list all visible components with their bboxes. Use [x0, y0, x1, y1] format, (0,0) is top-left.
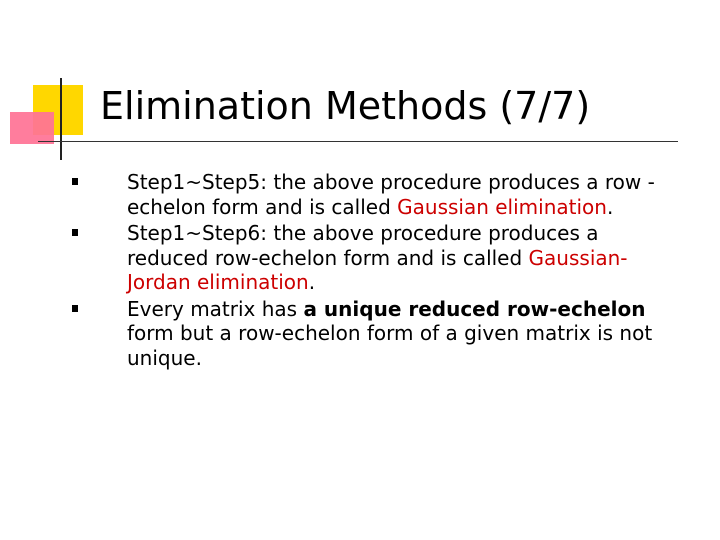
slide-title: Elimination Methods (7/7): [100, 84, 591, 128]
highlight-term: Gaussian-Jordan elimination: [127, 245, 628, 294]
bullet-text: Every matrix has: [127, 296, 304, 321]
decorative-vertical-line: [60, 78, 62, 160]
bullet-item-gaussian: [70, 170, 670, 219]
bullet-list: [70, 170, 670, 372]
highlight-term: Gaussian elimination: [397, 194, 607, 219]
emphasis-term: a unique reduced row-echelon: [303, 296, 646, 321]
bullet-item-gauss-jordan: [70, 221, 670, 295]
bullet-text-end: .: [308, 270, 316, 294]
decorative-red-square-tint: [10, 112, 54, 144]
square-bullet-icon: [72, 178, 78, 185]
bullet-item-uniqueness: [70, 297, 670, 371]
bullet-text: Step1~Step6: the above procedure produces a reduced row-echelon form and is called: [127, 221, 599, 270]
bullet-text: Step1~Step5: the above procedure produces a row -echelon form and is called: [127, 170, 655, 219]
bullet-text-end: .: [606, 194, 614, 219]
bullet-text-end: form but a row-echelon form of a given matrix is not unique.: [127, 321, 653, 370]
square-bullet-icon: [72, 305, 78, 312]
square-bullet-icon: [72, 229, 78, 236]
title-underline: [38, 141, 678, 142]
